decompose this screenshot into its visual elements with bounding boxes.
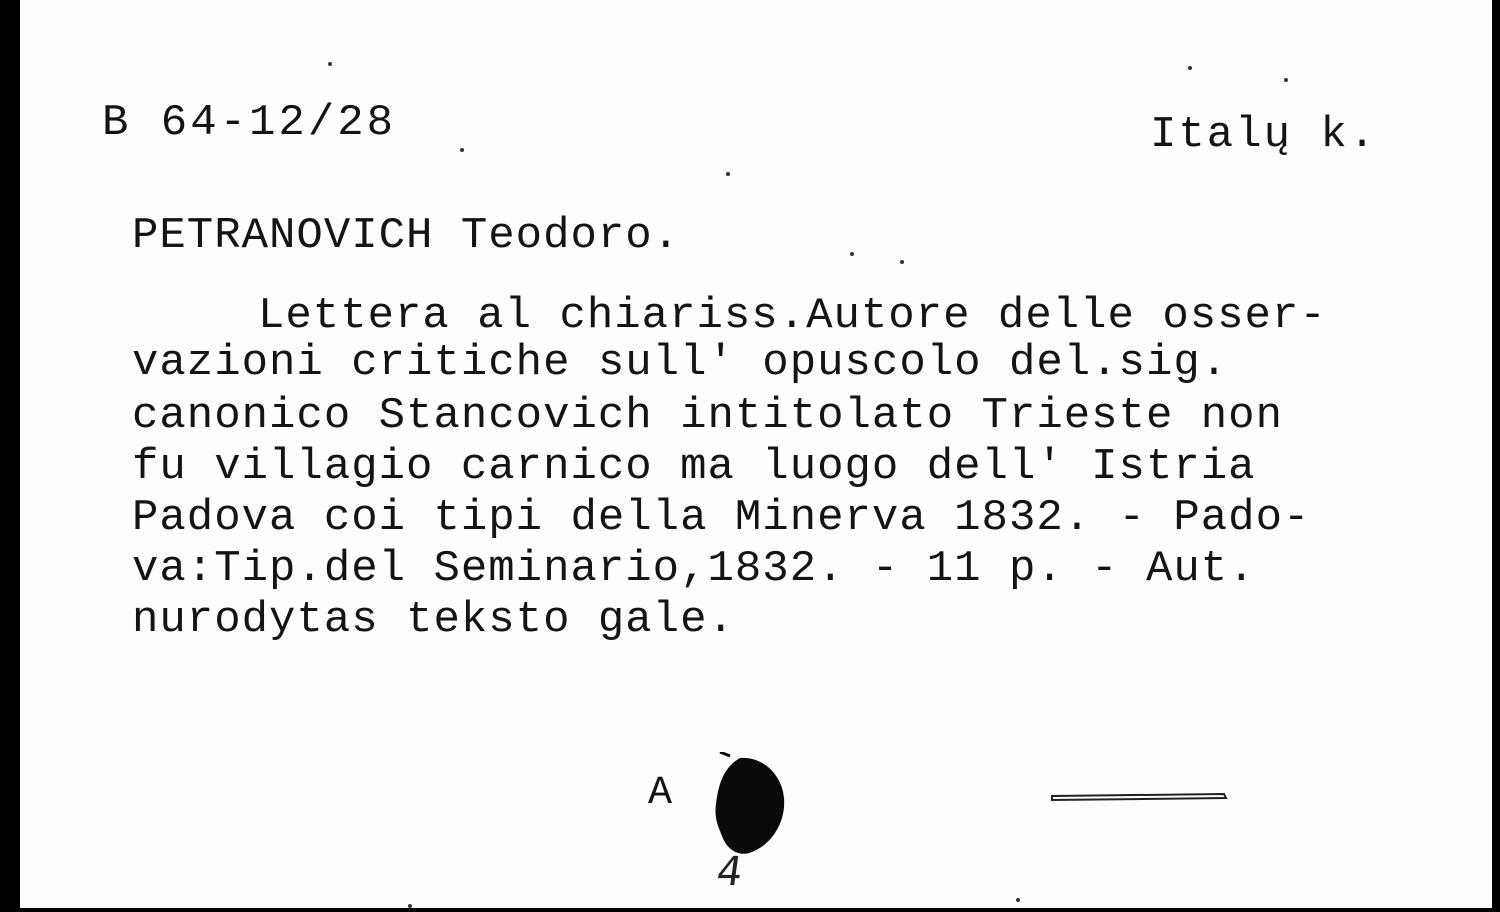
call-number: B 64-12/28	[102, 98, 397, 148]
description-line: Lettera al chiariss.Autore delle osser-	[258, 291, 1327, 341]
speck	[850, 252, 854, 256]
catalog-card	[20, 0, 1492, 908]
speck	[726, 172, 730, 176]
speck	[1284, 78, 1288, 82]
handwritten-mark: 4	[713, 849, 746, 895]
speck	[328, 62, 332, 66]
speck	[900, 260, 904, 264]
description-line: canonico Stancovich intitolato Trieste non	[132, 391, 1283, 441]
author-heading: PETRANOVICH Teodoro.	[132, 211, 681, 261]
speck	[1188, 66, 1192, 70]
description-line: vazioni critiche sull' opuscolo del.sig.	[132, 338, 1229, 388]
underline-rule	[1050, 788, 1230, 808]
ink-blot-icon	[700, 752, 790, 862]
description-line: va:Tip.del Seminario,1832. - 11 p. - Aut.	[132, 544, 1256, 594]
collection-label: Italų k.	[1150, 110, 1378, 160]
speck	[408, 904, 412, 908]
description-line: fu villagio carnico ma luogo dell' Istria	[132, 442, 1256, 492]
speck	[460, 148, 464, 152]
description-line: Padova coi tipi della Minerva 1832. - Pado-	[132, 493, 1311, 543]
description-line: nurodytas teksto gale.	[132, 595, 735, 645]
stamp-letter: A	[648, 771, 673, 816]
speck	[1016, 898, 1020, 902]
